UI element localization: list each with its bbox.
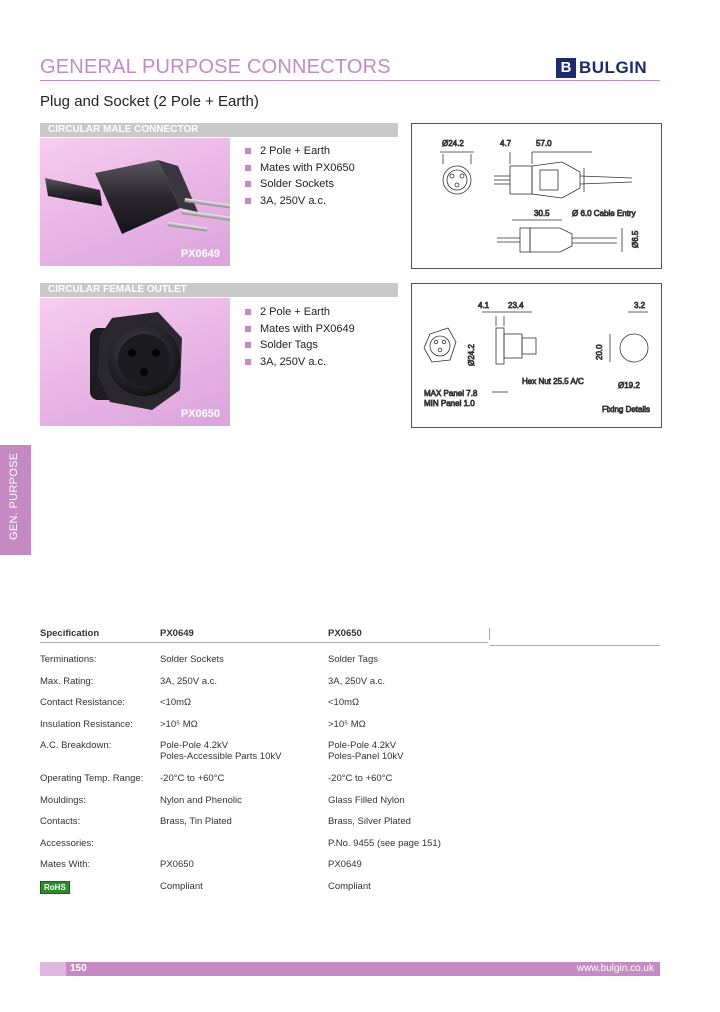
dim-label: Ø 6.0 Cable Entry <box>572 209 636 218</box>
dim-label: 4.7 <box>500 139 512 148</box>
spec-value: <10mΩ <box>328 697 360 708</box>
dim-label: Ø19.2 <box>618 381 640 390</box>
product-photo-px0650 <box>40 298 230 426</box>
spec-value: P.No. 9455 (see page 151) <box>328 837 441 849</box>
feature-item: 2 Pole + Earth <box>245 304 355 321</box>
table-row <box>40 858 488 880</box>
dim-label: 30.5 <box>534 209 550 218</box>
spec-value: PX0649 <box>328 859 362 870</box>
dim-label: Ø24.2 <box>442 139 464 148</box>
table-row <box>40 696 488 718</box>
logo-text: BULGIN <box>579 58 648 77</box>
table-column-divider <box>489 628 490 640</box>
spec-label: Operating Temp. Range: <box>40 773 144 784</box>
dim-label: 23.4 <box>508 301 524 310</box>
spec-label: Insulation Resistance: <box>40 718 133 730</box>
spec-value: -20°C to +60°C <box>160 773 225 784</box>
table-row <box>40 815 488 837</box>
dim-label: Ø24.2 <box>467 344 476 366</box>
feature-item: Mates with PX0649 <box>245 321 355 338</box>
spec-value: Solder Sockets <box>160 654 224 665</box>
section-heading-male: CIRCULAR MALE CONNECTOR <box>40 123 398 137</box>
table-row <box>40 653 488 675</box>
col-header-px0650: PX0650 <box>328 628 488 643</box>
dim-label: Fixing Details <box>602 405 651 414</box>
part-number-label: PX0650 <box>180 408 220 420</box>
spec-value <box>160 837 328 859</box>
spec-value: <10mΩ <box>160 697 192 708</box>
spec-value: 3A, 250V a.c. <box>160 675 218 687</box>
footer-page-box <box>40 962 66 976</box>
dim-label: 3.2 <box>634 301 646 310</box>
spec-label: Accessories: <box>40 837 94 849</box>
bulgin-logo <box>556 58 647 78</box>
dim-label: 57.0 <box>536 139 552 148</box>
spec-label: Contact Resistance: <box>40 697 126 708</box>
page-subtitle: Plug and Socket (2 Pole + Earth) <box>40 93 259 110</box>
feature-item: 3A, 250V a.c. <box>245 354 355 371</box>
dim-label: 20.0 <box>595 344 604 360</box>
spec-value: -20°C to +60°C <box>328 773 393 784</box>
spec-value: PX0650 <box>160 859 194 870</box>
title-divider <box>40 80 660 81</box>
spec-label: A.C. Breakdown: <box>40 740 112 751</box>
spec-label: Max. Rating: <box>40 675 94 687</box>
feature-item: 3A, 250V a.c. <box>245 193 355 210</box>
spec-value: Compliant <box>160 880 203 892</box>
table-row <box>40 718 488 740</box>
spec-value: Compliant <box>328 880 371 892</box>
technical-drawing-female <box>411 283 662 428</box>
side-tab-gen-purpose <box>0 445 31 555</box>
feature-item: Solder Sockets <box>245 176 355 193</box>
website-link[interactable]: www.bulgin.co.uk <box>576 963 654 974</box>
spec-label: Mouldings: <box>40 794 86 806</box>
table-row <box>40 837 488 859</box>
col-header-spec: Specification <box>40 628 160 643</box>
spec-value: Brass, Silver Plated <box>328 816 411 827</box>
specification-table <box>40 628 488 901</box>
page-title: GENERAL PURPOSE CONNECTORS <box>40 56 391 78</box>
spec-value: Pole-Pole 4.2kV Poles-Accessible Parts 10kV <box>160 740 282 762</box>
spec-value: Solder Tags <box>328 654 378 665</box>
spec-value: 3A, 250V a.c. <box>328 675 386 687</box>
page-footer <box>40 962 660 976</box>
table-row <box>40 675 488 697</box>
dim-label: MAX Panel 7.8 <box>424 389 478 398</box>
rohs-badge: RoHS <box>40 881 70 894</box>
table-row <box>40 739 488 772</box>
table-row <box>40 772 488 794</box>
product-photo-px0649 <box>40 138 230 266</box>
spec-label: Contacts: <box>40 816 81 827</box>
spec-value: Pole-Pole 4.2kV Poles-Panel 10kV <box>328 740 404 762</box>
feature-item: Solder Tags <box>245 337 355 354</box>
spec-label: Terminations: <box>40 654 97 665</box>
feature-list-male <box>245 143 355 209</box>
logo-mark: B <box>556 58 576 78</box>
part-number-label: PX0649 <box>180 248 220 260</box>
spec-value: >10⁵ MΩ <box>160 718 198 730</box>
feature-item: 2 Pole + Earth <box>245 143 355 160</box>
col-header-px0649: PX0649 <box>160 628 328 643</box>
technical-drawing-male <box>411 123 662 269</box>
table-header-rule <box>490 628 660 646</box>
dim-label: 4.1 <box>478 301 490 310</box>
page-number: 150 <box>70 963 87 974</box>
dim-label: MIN Panel 1.0 <box>424 399 475 408</box>
table-row <box>40 794 488 816</box>
spec-value: Nylon and Phenolic <box>160 794 242 806</box>
feature-item: Mates with PX0650 <box>245 160 355 177</box>
spec-value: >10⁵ MΩ <box>328 718 366 730</box>
spec-value: Brass, Tin Plated <box>160 816 232 827</box>
spec-value: Glass Filled Nylon <box>328 794 405 806</box>
feature-list-female <box>245 304 355 370</box>
section-heading-female: CIRCULAR FEMALE OUTLET <box>40 283 398 297</box>
spec-label: Mates With: <box>40 859 91 870</box>
table-row <box>40 880 488 902</box>
dim-label: Hex Nut 25.5 A/C <box>522 377 584 386</box>
dim-label: Ø6.5 <box>631 230 640 248</box>
side-tab-label: GEN. PURPOSE <box>8 452 20 540</box>
